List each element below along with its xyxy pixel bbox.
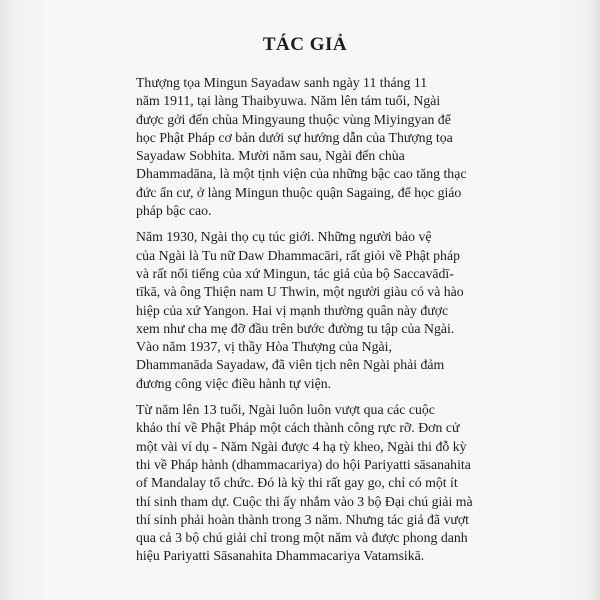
text-line: được gởi đến chùa Mingyaung thuộc vùng Miyingyan để <box>136 111 451 127</box>
text-line: xem như cha mẹ đỡ đầu trên bước đường tu tập của Ngài. <box>136 320 455 336</box>
text-line: thi về Pháp hành (dhammacariya) do hội Pariyatti sāsanahita <box>136 456 471 472</box>
text-line: thí sinh phải hoàn thành trong 3 năm. Nhưng tác giả đã vượt <box>136 511 470 527</box>
page-title: TÁC GIẢ <box>262 34 348 55</box>
text-line: pháp bậc cao. <box>136 203 212 219</box>
text-line: một vài ví dụ - Năm Ngài được 4 hạ tỳ kheo, Ngài thi đỗ kỳ <box>136 438 467 454</box>
text-line: hiệp của xứ Yangon. Hai vị mạnh thường quân này được <box>136 302 449 318</box>
paragraph-1 <box>116 74 504 220</box>
text-line: Thượng tọa Mingun Sayadaw sanh ngày 11 tháng 11 <box>136 75 428 90</box>
text-line: của Ngài là Tu nữ Daw Dhammacāri, rất giỏi về Phật pháp <box>136 247 460 263</box>
text-line: đức ẩn cư, ở làng Mingun thuộc quận Sagaing, để học giáo <box>136 184 462 200</box>
text-line: Năm 1930, Ngài thọ cụ túc giới. Những người bảo vệ <box>136 229 432 245</box>
paragraph-3 <box>116 401 504 566</box>
paragraph-2 <box>116 228 504 393</box>
text-line: thí sinh tham dự. Cuộc thi ấy nhắm vào 3 bộ Đại chú giải mà <box>136 493 473 509</box>
text-line: đương công việc điều hành tự viện. <box>136 375 332 391</box>
text-line: Dhammadāna, là một tịnh viện của những bậc cao tăng thạc <box>136 166 467 182</box>
page-edge-shadow-left <box>0 0 14 600</box>
text-line: năm 1911, tại làng Thaibyuwa. Năm lên tám tuổi, Ngài <box>136 93 441 109</box>
text-line: Dhammanāda Sayadaw, đã viên tịch nên Ngài phải đảm <box>136 357 445 373</box>
text-line: Từ năm lên 13 tuổi, Ngài luôn luôn vượt qua các cuộc <box>136 402 435 418</box>
page-edge-shadow-right <box>586 0 600 600</box>
text-line: qua cả 3 bộ chú giải chỉ trong một năm và được phong danh <box>136 530 468 546</box>
text-line: khảo thí về Phật Pháp một cách thành công rực rỡ. Đơn cử <box>136 420 460 436</box>
text-line: of Mandalay tổ chức. Đó là kỳ thi rất gay go, chỉ có một ít <box>136 475 458 491</box>
text-line: Vào năm 1937, vị thầy Hòa Thượng của Ngài, <box>136 339 392 355</box>
text-line: học Phật Pháp cơ bản dưới sự hướng dẫn của Thượng tọa <box>136 129 453 145</box>
text-line: Sayadaw Sobhita. Mười năm sau, Ngài đến chùa <box>136 148 405 164</box>
text-line: tīkā, và ông Thiện nam U Thwin, một người giàu có và hào <box>136 284 464 300</box>
text-line: và rất nổi tiếng của xứ Mingun, tác giả của bộ Saccavādī- <box>136 265 454 281</box>
text-line: hiệu Pariyatti Sāsanahita Dhammacariya Vatamsikā. <box>136 548 425 564</box>
